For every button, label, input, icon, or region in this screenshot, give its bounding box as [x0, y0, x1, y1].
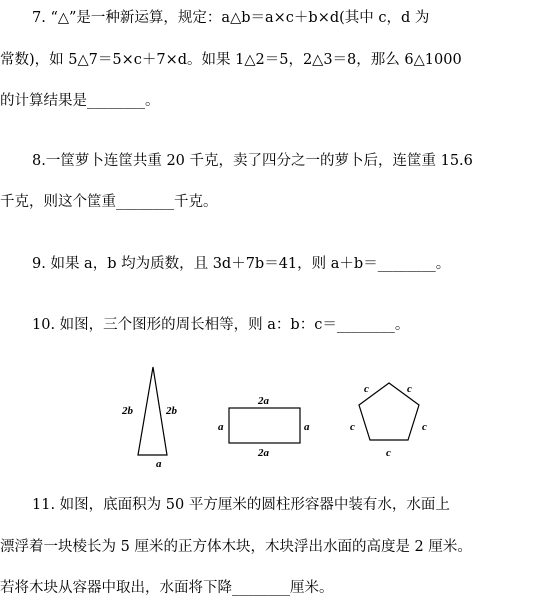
triangle-shape [138, 367, 167, 455]
triangle-left-label: 2b [122, 405, 133, 417]
q10-line-1: 10. 如图，三个图形的周长相等，则 a：b：c＝________。 [32, 317, 410, 333]
q7-line-1: 7. “△”是一种新运算，规定：a△b＝a×c＋b×d(其中 c，d 为 [32, 10, 430, 26]
q11-line-3: 若将木块从容器中取出，水面将下降________厘米。 [0, 580, 334, 596]
q7-line-2: 常数)，如 5△7＝5×c＋7×d。如果 1△2＝5，2△3＝8，那么 6△1000 [0, 52, 462, 68]
pentagon-shape [359, 383, 419, 440]
rectangle-bottom-label: 2a [258, 447, 269, 459]
q8-line-2: 千克，则这个筐重________千克。 [0, 194, 218, 210]
rectangle-right-label: a [304, 421, 310, 433]
q7-line-3: 的计算结果是________。 [0, 93, 160, 109]
q11-line-1: 11. 如图，底面积为 50 平方厘米的圆柱形容器中装有水，水面上 [32, 497, 450, 513]
q8-line-1: 8.一筐萝卜连筐共重 20 千克，卖了四分之一的萝卜后，连筐重 15.6 [32, 153, 473, 169]
rectangle-shape [229, 408, 300, 443]
triangle-base-label: a [156, 458, 162, 470]
triangle-right-label: 2b [166, 405, 177, 417]
pentagon-side-label-3: c [350, 421, 355, 433]
pentagon-side-label-1: c [364, 383, 369, 395]
pentagon-side-label-2: c [407, 383, 412, 395]
rectangle-left-label: a [218, 421, 224, 433]
pentagon-side-label-5: c [386, 447, 391, 459]
q9-line-1: 9. 如果 a，b 均为质数，且 3d＋7b＝41，则 a＋b＝________。 [32, 256, 451, 272]
q11-line-2: 漂浮着一块棱长为 5 厘米的正方体木块，木块浮出水面的高度是 2 厘米。 [0, 539, 472, 555]
rectangle-top-label: 2a [258, 395, 269, 407]
pentagon-side-label-4: c [422, 421, 427, 433]
